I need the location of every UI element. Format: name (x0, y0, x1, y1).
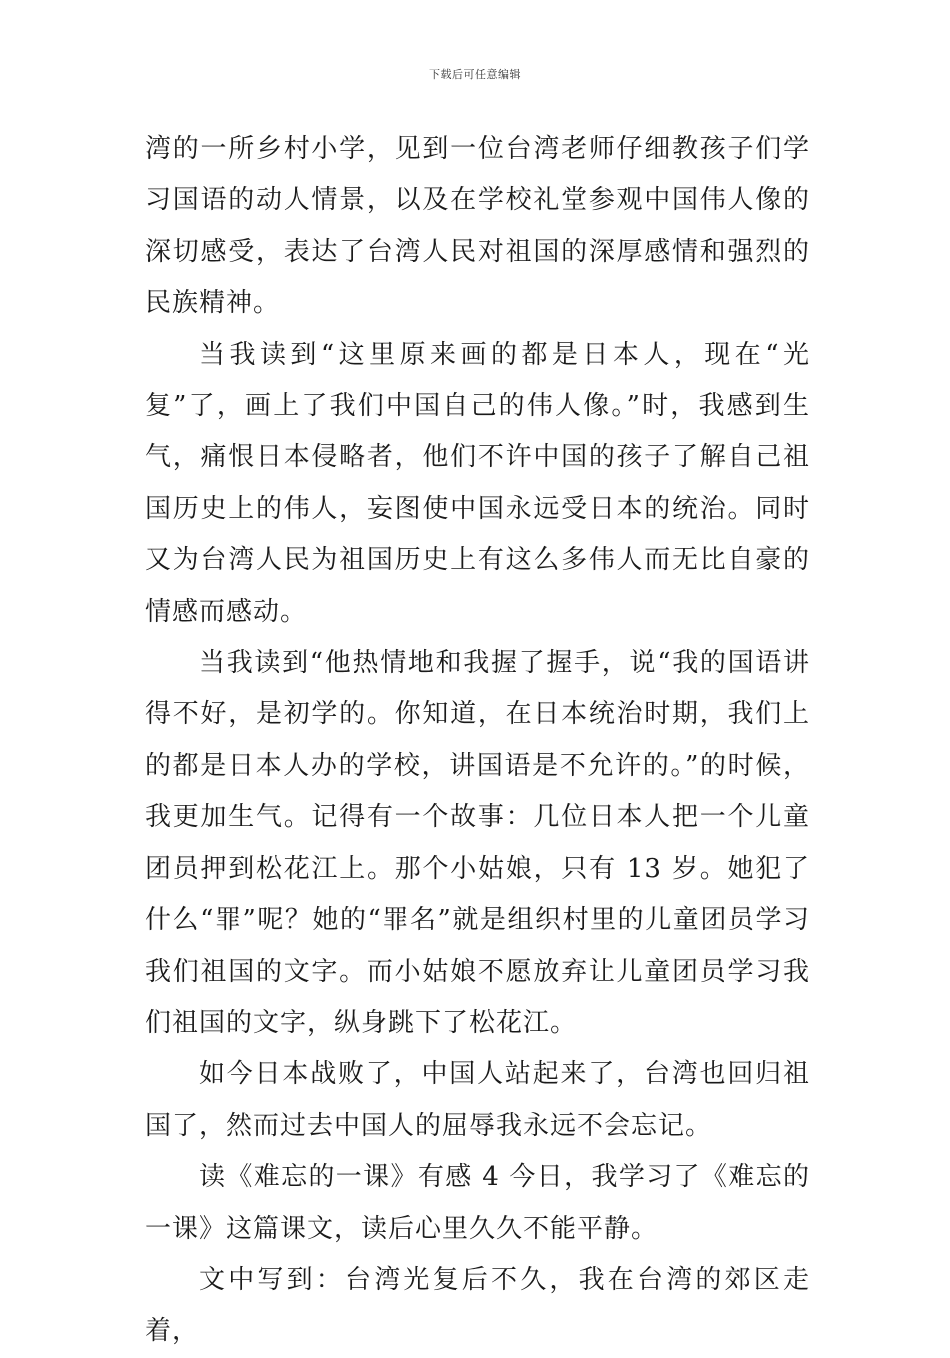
paragraph-4: 如今日本战败了，中国人站起来了，台湾也回归祖国了，然而过去中国人的屈辱我永远不会忘记。 (145, 1059, 810, 1141)
document-body (145, 124, 810, 1358)
paragraph-6: 文中写到：台湾光复后不久，我在台湾的郊区走着， (145, 1264, 810, 1347)
paragraph-5: 读《难忘的一课》有感 4 今日，我学习了《难忘的一课》这篇课文，读后心里久久不能平静。 (145, 1162, 810, 1244)
paragraph-1: 湾的一所乡村小学，见到一位台湾老师仔细教孩子们学习国语的动人情景，以及在学校礼堂参观中国伟人像的深切感受，表达了台湾人民对祖国的深厚感情和强烈的民族精神。 (145, 134, 810, 319)
page-header: 下载后可任意编辑 (429, 68, 521, 81)
paragraph-3: 当我读到“他热情地和我握了握手，说“我的国语讲得不好，是初学的。你知道，在日本统治时期，我们上的都是日本人办的学校，讲国语是不允许的。”的时候，我更加生气。记得有一个故事：几位日本人把一个儿童团员押到松花江上。那个小姑娘，只有 13 岁。她犯了什么“罪”呢？她的“罪名”就是组织村里的儿童团员学习我们祖国的文字。而小姑娘不愿放弃让儿童团员学习我们祖国的文字，纵身跳下了松花江。 (145, 648, 810, 1038)
paragraph-2: 当我读到“这里原来画的都是日本人，现在“光复”了，画上了我们中国自己的伟人像。”时，我感到生气，痛恨日本侵略者，他们不许中国的孩子了解自己祖国历史上的伟人，妄图使中国永远受日本的统治。同时又为台湾人民为祖国历史上有这么多伟人而无比自豪的情感而感动。 (145, 339, 810, 627)
